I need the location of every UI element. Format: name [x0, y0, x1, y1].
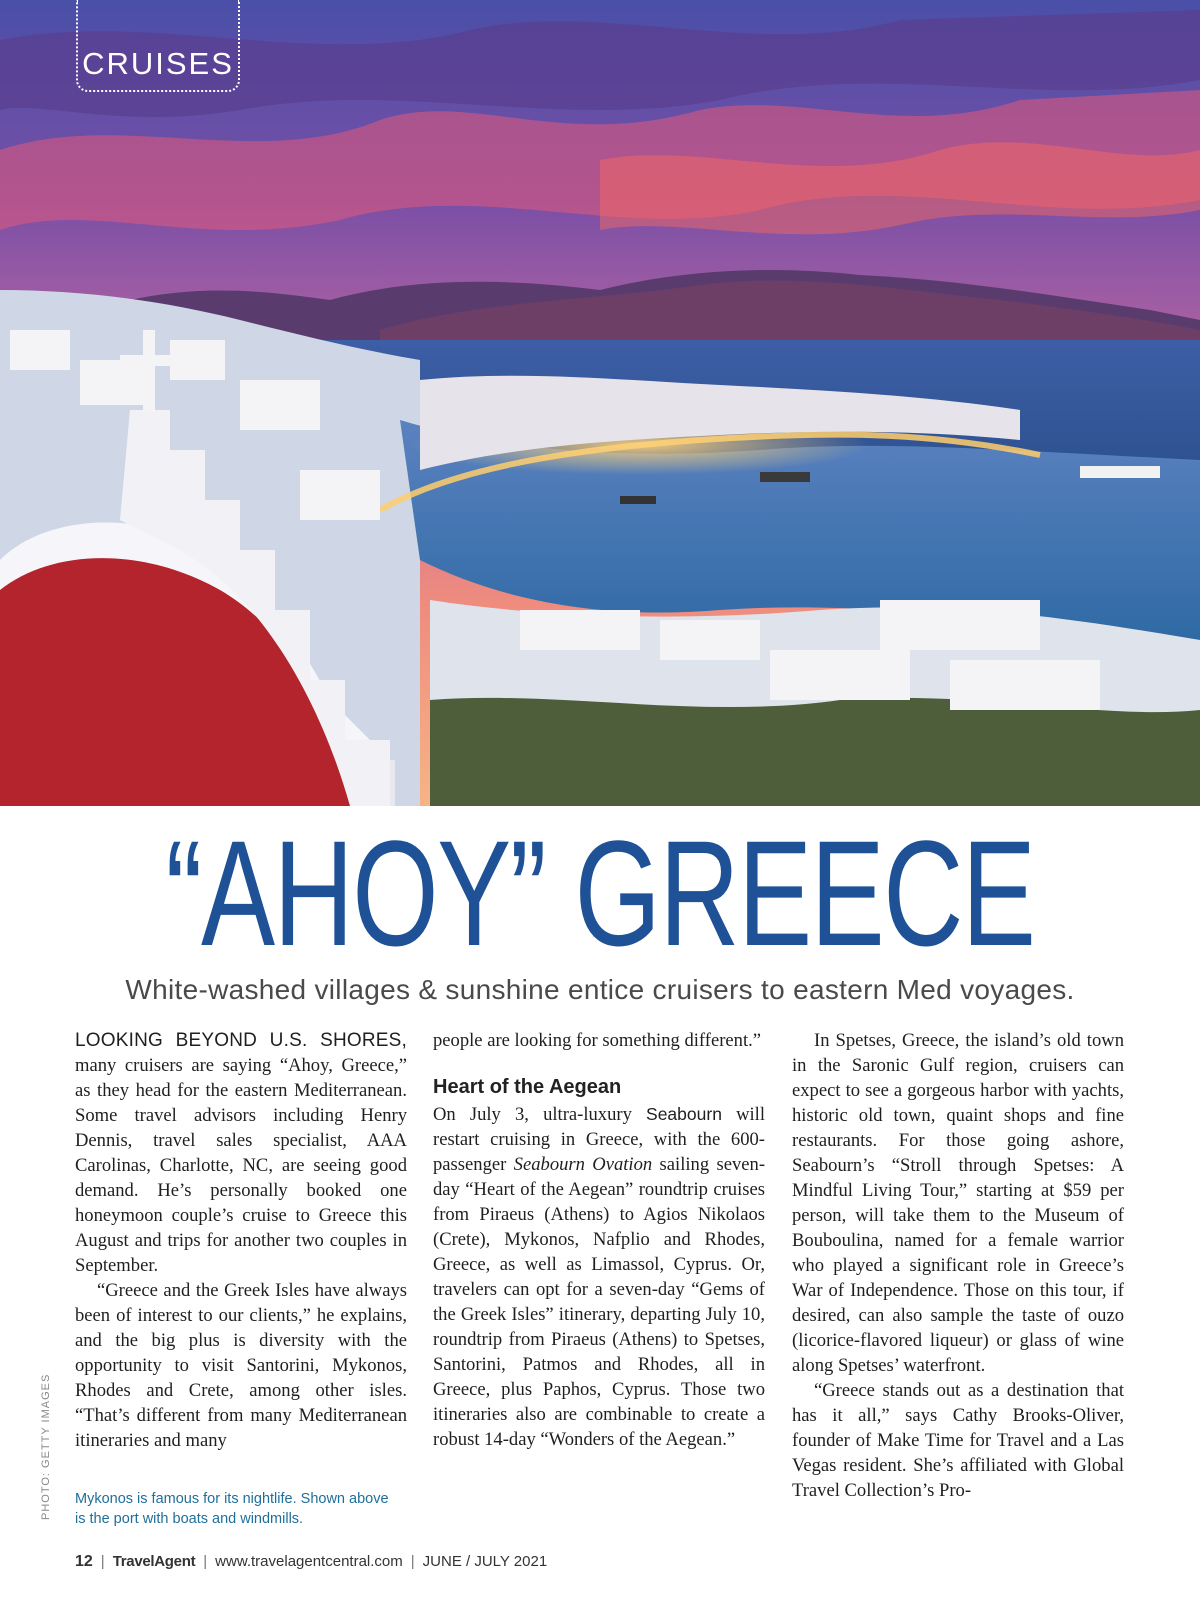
- paragraph: In Spetses, Greece, the island’s old town in the Saronic Gulf region, cruisers can expect to see a gorgeous harbor with yachts, historic old town, quaint shops and fine restaurants. For those going ashore, Seabourn’s “Stroll through Spetses: A Mindful Living Tour,” starting at $59 per person, will take them to the Museum of Bouboulina, named for a female warrior who played a significant role in Greece’s War of Independence. Those on this tour, if desired, can also sample the taste of ouzo (licorice-flavored liqueur) or glass of wine along Spetses’ waterfront.: [792, 1030, 1124, 1376]
- website-url: www.travelagentcentral.com: [215, 1553, 403, 1570]
- article-column-1: [75, 1028, 407, 1453]
- section-tag: [76, 0, 240, 92]
- divider: |: [410, 1553, 415, 1570]
- paragraph: [433, 1102, 765, 1452]
- paragraph: people are looking for something different.”: [433, 1030, 762, 1051]
- deck-subtitle: White-washed villages & sunshine entice cruisers to eastern Med voyages.: [125, 974, 1075, 1005]
- ship-name: Seabourn Ovation: [513, 1154, 653, 1175]
- page-footer: [75, 1553, 547, 1571]
- divider: |: [203, 1553, 208, 1570]
- photo-credit: PHOTO: GETTY IMAGES: [40, 1373, 52, 1520]
- subheading: Heart of the Aegean: [433, 1076, 622, 1098]
- paragraph: [75, 1028, 407, 1278]
- paragraph: “Greece and the Greek Isles have always been of interest to our clients,” he explains, and the big plus is diversity with the opportunity to visit Santorini, Mykonos, Rhodes and Crete, among other isles. “That’s different from many Mediterranean itineraries and many: [75, 1280, 407, 1451]
- page-number: 12: [75, 1553, 93, 1570]
- article-column-2: [433, 1028, 765, 1452]
- paragraph-text: will restart cruising in Greece, with the 600-passenger: [433, 1104, 765, 1175]
- hero-photo: [0, 0, 1200, 806]
- headline: “AHOY” GREECE: [165, 809, 1035, 977]
- issue-date: JUNE / JULY 2021: [422, 1553, 548, 1570]
- section-tag-label: CRUISES: [82, 46, 234, 81]
- photo-caption: Mykonos is famous for its nightlife. Shown above is the port with boats and windmills.: [75, 1491, 389, 1527]
- publication-brand: TravelAgent: [112, 1553, 196, 1570]
- divider: |: [100, 1553, 105, 1570]
- paragraph-text: sailing seven-day “Heart of the Aegean” roundtrip cruises from Piraeus (Athens) to Agios Nikolaos (Crete), Mykonos, Nafplio and Rhodes, Greece, as well as Limassol, Cyprus. Or, travelers can opt for a seven-day “Gems of the Greek Isles” itinerary, departing July 10, roundtrip from Piraeus (Athens) to Spetses, Santorini, Patmos and Rhodes, all in Greece, plus Paphos, Cyprus. Those two itineraries also are combinable to create a robust 14-day “Wonders of the Aegean.”: [433, 1154, 766, 1450]
- paragraph-text: On July 3, ultra-luxury: [433, 1104, 647, 1125]
- lead-in: LOOKING BEYOND U.S. SHORES,: [75, 1030, 407, 1051]
- paragraph: “Greece stands out as a destination that has it all,” says Cathy Brooks-Oliver, founder of Make Time for Travel and a Las Vegas resident. She’s affiliated with Global Travel Collection’s Pro-: [792, 1380, 1124, 1501]
- article-column-3: [792, 1028, 1124, 1503]
- brand-name: Seabourn: [646, 1104, 722, 1124]
- paragraph-text: many cruisers are saying “Ahoy, Greece,” as they head for the eastern Mediterranean. Some travel advisors including Henry Dennis, travel sales specialist, AAA Carolinas, Charlotte, NC, are seeing good demand. He’s personally booked one honeymoon couple’s cruise to Greece this August and trips for another two couples in September.: [75, 1055, 407, 1276]
- mykonos-harbor-illustration: [0, 0, 1200, 806]
